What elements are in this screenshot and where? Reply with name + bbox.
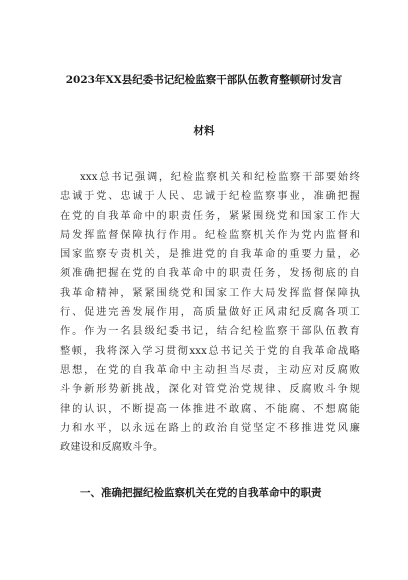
body-line: 须准确把握在党的自我革命中的职责任务，发扬彻底的自 — [60, 268, 360, 280]
body-line: 在党的自我革命中的职责任务，紧紧围绕党和国家工作大 — [60, 210, 360, 222]
body-line: 行、促进完善发展作用，高质量做好正风肃纪反腐各项工 — [60, 307, 360, 319]
document-title-line-2: 材料 — [193, 125, 215, 137]
body-line: 国家监察专责机关，是推进党的自我革命的重要力量，必 — [60, 249, 360, 261]
body-line: 作。作为一名县级纪委书记，结合纪检监察干部队伍教育 — [60, 326, 360, 338]
body-line: 律的认识，不断提高一体推进不敢腐、不能腐、不想腐能 — [60, 403, 360, 415]
body-line: 思想，在党的自我革命中主动担当尽责，主动应对反腐败 — [60, 364, 360, 376]
body-line: 忠诚于党、忠诚于人民、忠诚于纪检监察事业，准确把握 — [60, 191, 360, 203]
body-line: xxx总书记强调，纪检监察机关和纪检监察干部要始终 — [80, 172, 360, 183]
body-line: 政建设和反腐败斗争。 — [60, 442, 164, 454]
body-paragraph — [60, 168, 360, 457]
body-line: 力和水平，以永远在路上的政治自觉坚定不移推进党风廉 — [60, 422, 360, 434]
body-line: 局发挥监督保障执行作用。纪检监察机关作为党内监督和 — [60, 229, 360, 241]
document-title-line-1: 2023年XX县纪委书记纪检监察干部队伍教育整顿研讨发言 — [65, 74, 343, 86]
body-line: 我革命精神，紧紧围绕党和国家工作大局发挥监督保障执 — [60, 287, 360, 299]
body-line: 斗争新形势新挑战，深化对管党治党规律、反腐败斗争规 — [60, 384, 360, 396]
body-line: 整顿，我将深入学习贯彻xxx总书记关于党的自我革命战略 — [60, 345, 360, 357]
section-heading: 一、准确把握纪检监察机关在党的自我革命中的职责 — [80, 487, 322, 499]
